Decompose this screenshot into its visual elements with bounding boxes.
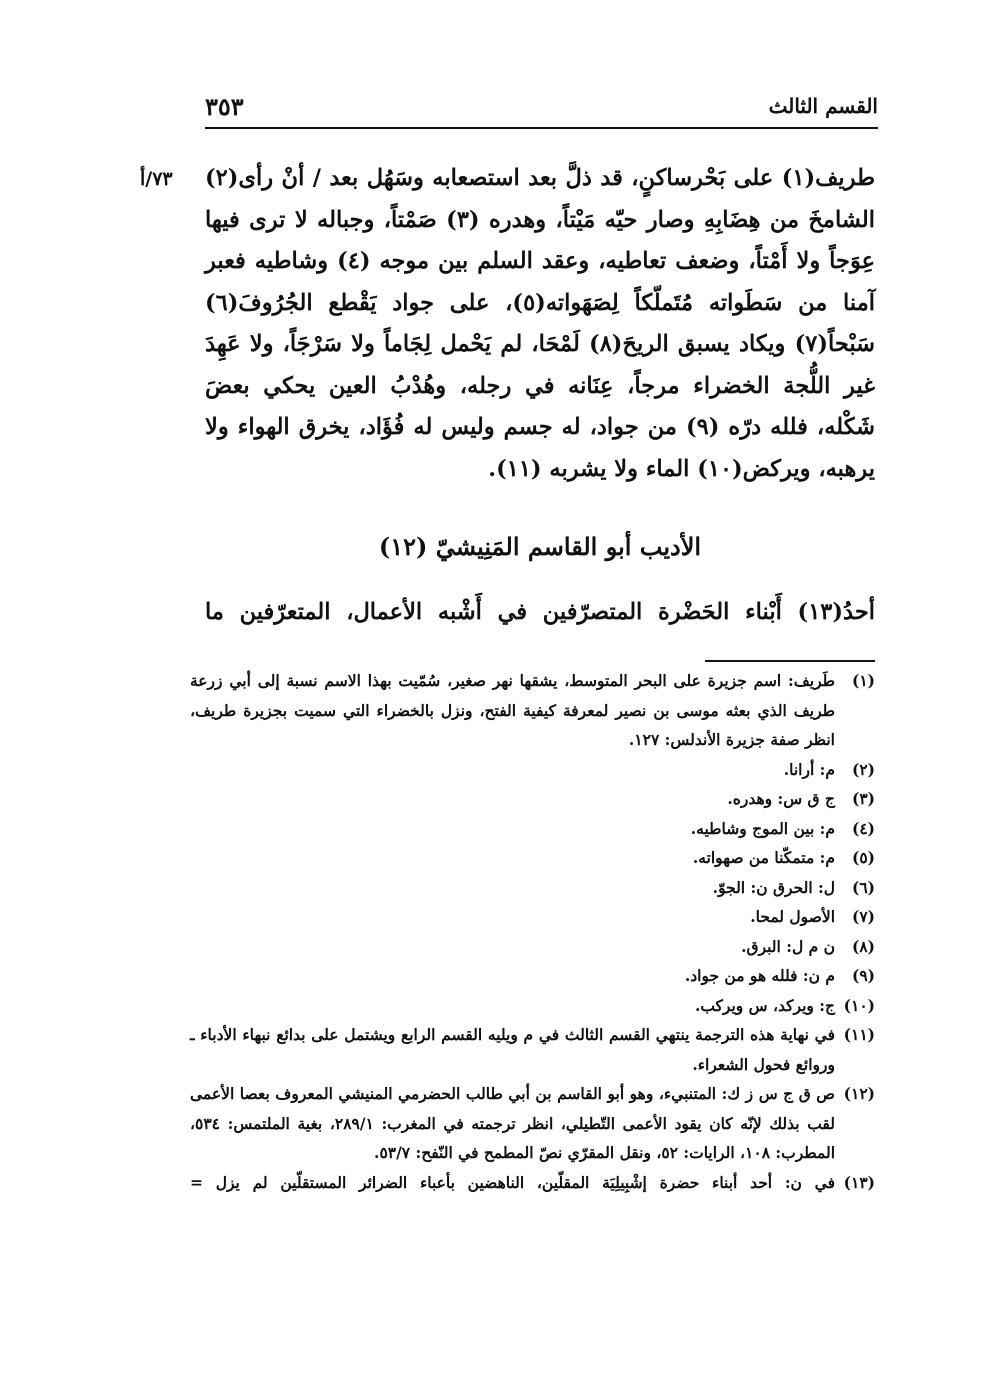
footnote-text: ل: الحرق ن: الجوّ. (712, 877, 835, 897)
footnote-text: ن م ل: البرق. (741, 936, 835, 956)
footnote-number: (١٢) (843, 1084, 875, 1103)
footnote-number: (١٠) (843, 995, 875, 1015)
footnote-number: (٥) (851, 848, 875, 867)
footnote-text: م: متمكّنا من صهواته. (692, 848, 835, 867)
footnote-number: (٩) (851, 966, 875, 985)
footnote (190, 991, 875, 1021)
footnote (190, 1168, 875, 1198)
biography-heading: الأديب أبو القاسم المَنِيشيّ (١٢) (378, 532, 702, 561)
footnote (190, 1079, 875, 1168)
footnote-number: (٧) (851, 907, 875, 926)
footnote-number: (١٣) (843, 1172, 875, 1192)
footnote (190, 843, 875, 873)
footnote (190, 784, 875, 814)
page-number: ٣٥٣ (205, 92, 244, 121)
main-paragraph (205, 158, 875, 490)
footnote-number: (٤) (851, 818, 875, 838)
footnote-text: م: أرانا. (783, 759, 835, 779)
footnote-text: في نهاية هذه الترجمة ينتهي القسم الثالث في م ويليه القسم الرابع ويشتمل على بدائع نبهاء الأدباء ـ وروائع فحول الشعراء. (190, 1025, 835, 1074)
footnote (190, 755, 875, 785)
footnote (190, 873, 875, 903)
footnote-text: ص ق ج س ز ك: المتنبيء، وهو أبو القاسم بن أبي طالب الحضرمي المنيشي المعروف بعصا الأعمى لقب بذلك لإنّه كان يقود الأعمى التّطيلي، انظر ترجمته في المغرب: ٢٨٩/١، بغية الملتمس: ٥٣٤، المطرب: ١٠٨، الرايات: ٥٢، ونقل المقرّي نصّ المطمح في النّفح: ٥٣/٧. (190, 1084, 836, 1162)
footnote (190, 1020, 875, 1079)
main-paragraph-text: طريف(١) على بَحْرساكنٍ، قد ذلَّ بعد استصعابه وسَهُل بعد / أنْ رأى(٢) الشامخَ من هِضَابِهِ وصار حيّه مَيْتاً، وهدره (٣) صَمْتاً، وجباله لا ترى فيها عِوَجاً ولا أَمْتاً، وضعف تعاطيه، وعقد السلم بين موجه (٤) وشاطيه فعبر آمنا من سَطَواته مُتَملّكاً لِصَهَواته(٥)، على جواد يَقْطع الجُرُوفَ(٦) سَبْحاً(٧) ويكاد يسبق الريحَ(٨) لَمْحَا، لم يَحْمل لِجَاماً ولا سَرْجَاً، ولا عَهِدَ غير اللُّجة الخضراء مرجاً، عِنَانه في رجله، وهُدْبُ العين يحكي بعضَ شَكْله، فلله درّه (٩) من جواد، له جسم وليس له فُؤَاد، يخرق الهواء ولا يرهبه، ويركض(١٠) الماء ولا يشربه (١١). (205, 165, 875, 482)
footnote-number: (١) (851, 671, 875, 690)
footnote-text: ج: ويركد، س ويركب. (694, 995, 835, 1015)
footnote-text: م: بين الموج وشاطيه. (690, 818, 835, 838)
footnote-text: الأصول لمحا. (750, 907, 835, 926)
footnote-text: طَريف: اسم جزيرة على البحر المتوسط، يشقها نهر صغير، سُمّيت بهذا الاسم نسبة إلى أبي زرعة طريف الذي بعثه موسى بن نصير لمعرفة كيفية الفتح، ونزل بالخضراء التي سميت بجزيرة طريف، انظر صفة جزيرة الأندلس: ١٢٧. (190, 671, 835, 749)
footnote (190, 814, 875, 844)
footnote (190, 932, 875, 962)
footnote-number: (٢) (851, 759, 875, 779)
footnote (190, 961, 875, 991)
footnote-number: (٦) (851, 877, 875, 897)
footnote-text: م ن: فلله هو من جواد. (684, 966, 835, 985)
footnote (190, 902, 875, 932)
footnote (190, 666, 875, 755)
footnote-number: (٣) (851, 789, 875, 808)
footnotes (190, 666, 875, 1197)
footnote-text: ج ق س: وهدره. (727, 789, 835, 808)
footnote-number: (١١) (843, 1025, 875, 1044)
header-rule (205, 127, 878, 129)
biography-first-line: أحدُ(١٣) أَبْناء الحَضْرة المتصرّفين في أَشْبه الأعمال، المتعرّفين ما (205, 599, 875, 625)
section-title: القسم الثالث (768, 94, 878, 118)
footnote-separator (705, 660, 875, 662)
manuscript-folio-ref: ٧٣/أ (140, 168, 173, 190)
footnote-text: في ن: أحد أبناء حضرة إشْبِيلِيَة المقلّين، الناهضين بأعباء الضرائر المستقلّين لم يزل = (190, 1172, 835, 1192)
footnote-number: (٨) (851, 936, 875, 956)
page-header (205, 92, 878, 124)
